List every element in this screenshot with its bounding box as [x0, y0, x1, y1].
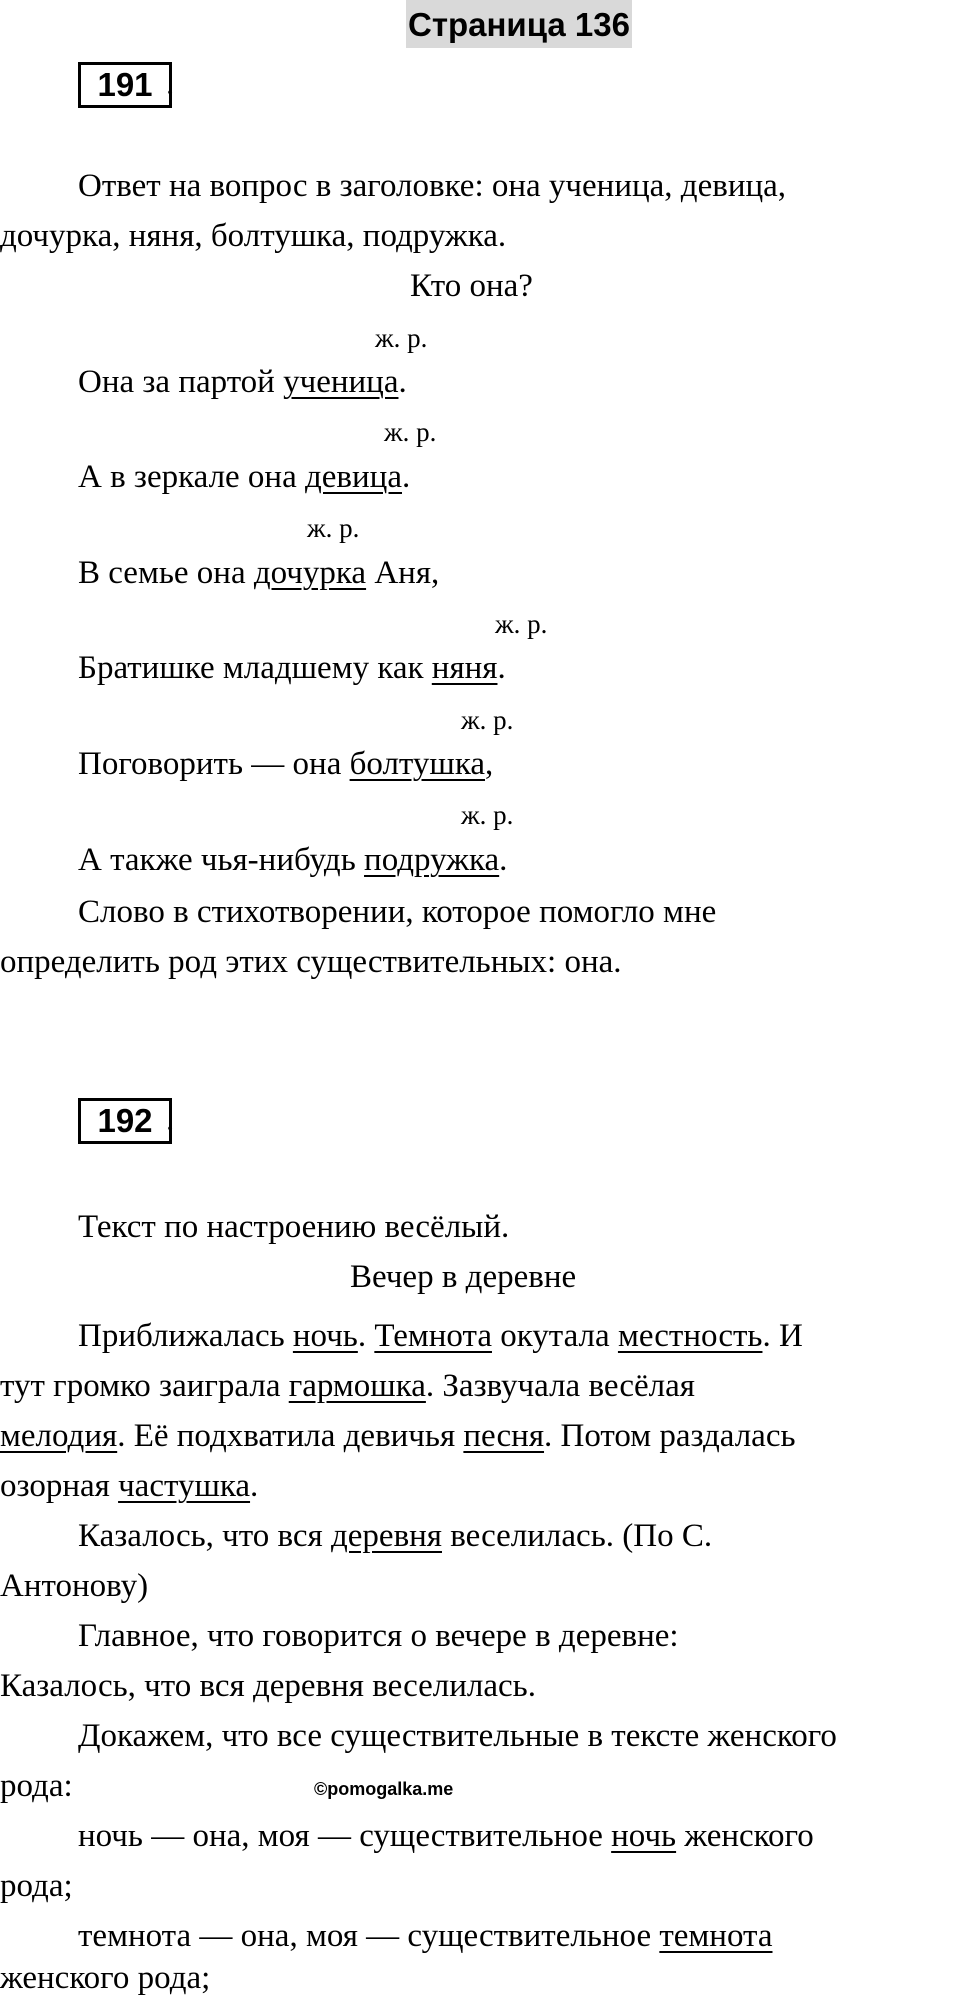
- gender-mark: ж. р.: [384, 417, 437, 447]
- poem-line-text: ,: [485, 746, 494, 782]
- text-title: Вечер в деревне: [350, 1259, 577, 1295]
- task-number-191: 191: [78, 62, 172, 108]
- text-run: . И: [762, 1318, 803, 1354]
- underlined-noun: подружка: [364, 842, 500, 878]
- proof-line: женского рода;: [0, 1960, 211, 1996]
- poem-line-text: .: [499, 842, 508, 878]
- poem-line: [78, 744, 493, 784]
- watermark: ©pomogalka.me: [314, 1779, 454, 1799]
- task-number-192: 192: [78, 1098, 172, 1144]
- poem-line: [78, 362, 407, 402]
- poem-title: Кто она?: [410, 268, 533, 304]
- conclusion-text: определить род этих существительных: она.: [0, 944, 622, 980]
- poem-line-text: А в зеркале она: [78, 459, 305, 495]
- poem-line: [78, 648, 506, 688]
- paragraph-line: [78, 1516, 712, 1556]
- underlined-noun: гармошка: [288, 1368, 426, 1404]
- text-run: тут громко заиграла: [0, 1368, 289, 1404]
- poem-line: [78, 457, 410, 497]
- underlined-noun: частушка: [118, 1468, 251, 1504]
- page-title: Страница 136: [406, 0, 632, 48]
- gender-mark: ж. р.: [375, 323, 428, 353]
- poem-line: [78, 553, 439, 593]
- text-run: окутала: [491, 1318, 618, 1354]
- text-run: .: [250, 1468, 259, 1504]
- text-run: темнота — она, моя — существительное: [78, 1918, 660, 1954]
- paragraph-line: [0, 1366, 695, 1406]
- gender-mark: ж. р.: [495, 609, 548, 639]
- paragraph-line: [0, 1466, 258, 1506]
- underlined-noun: дочурка: [253, 555, 367, 591]
- proof-text: рода:: [0, 1768, 73, 1804]
- poem-line-text: .: [402, 459, 411, 495]
- text-run: женского: [676, 1818, 814, 1854]
- paragraph-line: [78, 1316, 803, 1356]
- underlined-noun: ночь: [611, 1818, 677, 1854]
- proof-text: Докажем, что все существительные в тексте женского: [78, 1718, 837, 1754]
- proof-line: [78, 1916, 773, 1956]
- text-run: .: [357, 1318, 375, 1354]
- main-idea-text: Казалось, что вся деревня веселилась.: [0, 1668, 536, 1704]
- underlined-noun: мелодия: [0, 1418, 118, 1454]
- text-run: . Зазвучала весёлая: [425, 1368, 695, 1404]
- paragraph-line: Антонову): [0, 1568, 149, 1604]
- answer-text: Ответ на вопрос в заголовке: она ученица, девица,: [78, 168, 787, 204]
- task-number-dot: .: [166, 66, 175, 102]
- underlined-noun: темнота: [659, 1918, 773, 1954]
- proof-line: рода;: [0, 1868, 73, 1904]
- poem-line-text: .: [398, 364, 407, 400]
- paragraph-line: [0, 1416, 796, 1456]
- gender-mark: ж. р.: [461, 800, 514, 830]
- underlined-noun: песня: [463, 1418, 545, 1454]
- poem-line-text: .: [497, 650, 506, 686]
- text-run: Казалось, что вся: [78, 1518, 331, 1554]
- underlined-noun: болтушка: [349, 746, 485, 782]
- gender-mark: ж. р.: [307, 513, 360, 543]
- poem-line-text: В семье она: [78, 555, 254, 591]
- mood-text: Текст по настроению весёлый.: [78, 1209, 510, 1245]
- underlined-noun: ученица: [283, 364, 399, 400]
- text-run: ночь — она, моя — существительное: [78, 1818, 612, 1854]
- poem-line-text: Аня,: [366, 555, 440, 591]
- text-run: . Её подхватила девичья: [117, 1418, 464, 1454]
- text-run: Приближалась: [78, 1318, 293, 1354]
- underlined-noun: няня: [431, 650, 498, 686]
- gender-mark: ж. р.: [461, 705, 514, 735]
- text-run: . Потом раздалась: [544, 1418, 796, 1454]
- answer-text: дочурка, няня, болтушка, подружка.: [0, 218, 507, 254]
- poem-line-text: Поговорить — она: [78, 746, 350, 782]
- poem-line-text: Братишке младшему как: [78, 650, 432, 686]
- underlined-noun: деревня: [330, 1518, 442, 1554]
- text-run: веселилась. (По С.: [442, 1518, 713, 1554]
- conclusion-text: Слово в стихотворении, которое помогло мне: [78, 894, 717, 930]
- poem-line: [78, 840, 507, 880]
- underlined-noun: Темнота: [374, 1318, 492, 1354]
- underlined-noun: ночь: [292, 1318, 358, 1354]
- main-idea-text: Главное, что говорится о вечере в деревне:: [78, 1618, 679, 1654]
- task-number-dot: .: [166, 1102, 175, 1138]
- poem-line-text: Она за партой: [78, 364, 284, 400]
- underlined-noun: девица: [305, 459, 402, 495]
- poem-line-text: А также чья-нибудь: [78, 842, 365, 878]
- text-run: озорная: [0, 1468, 119, 1504]
- proof-line: [78, 1816, 814, 1856]
- underlined-noun: местность: [617, 1318, 763, 1354]
